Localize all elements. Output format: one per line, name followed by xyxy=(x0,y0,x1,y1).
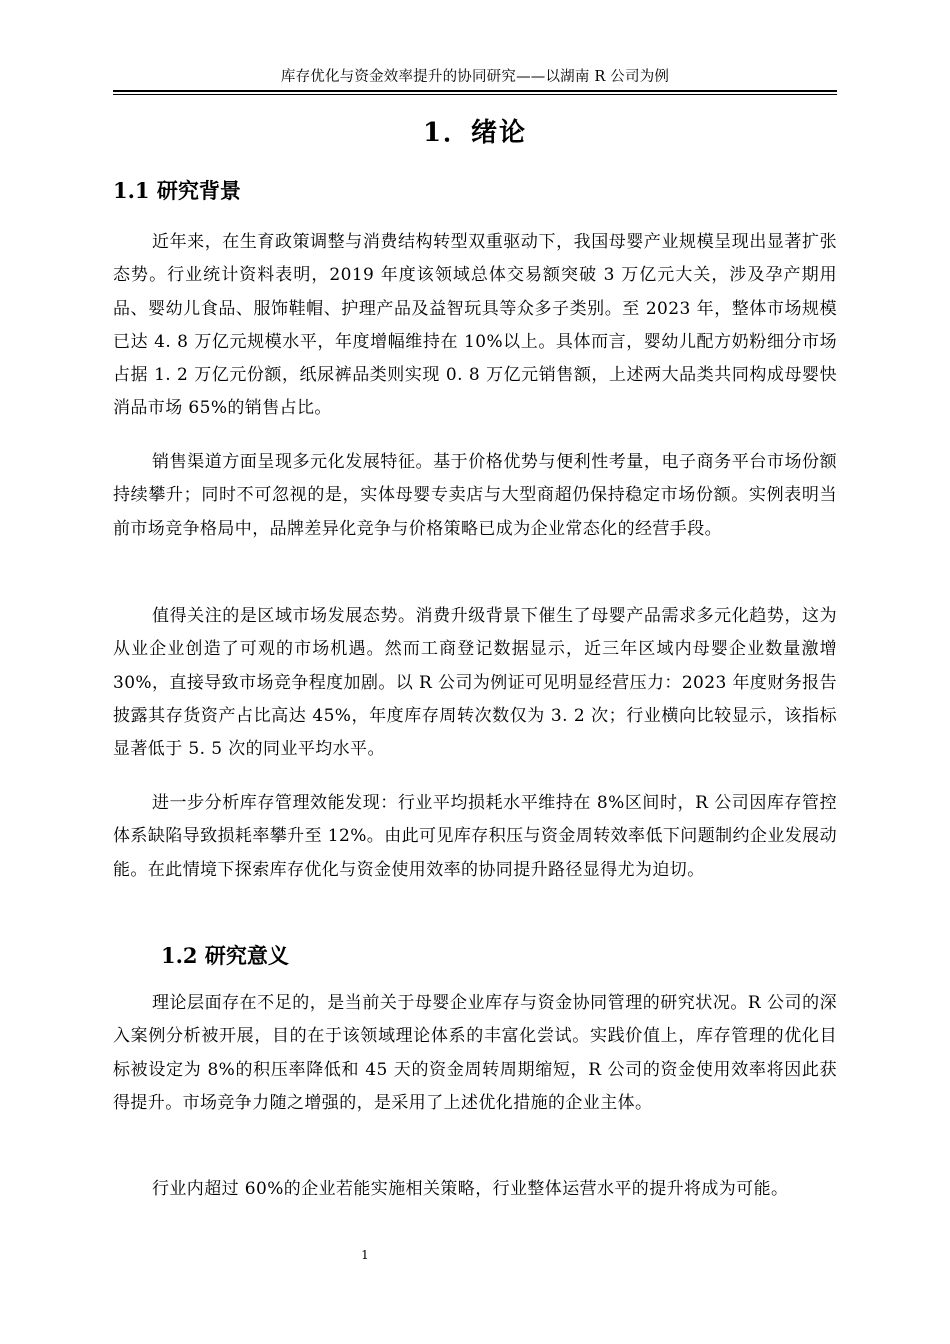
paragraph: 进一步分析库存管理效能发现：行业平均损耗水平维持在 8%区间时，R 公司因库存管控体系缺陷导致损耗率攀升至 12%。由此可见库存积压与资金周转效率低下问题制约企业发展动能。在此情境下探索库存优化与资金使用效率的协同提升路径显得尤为迫切。 xyxy=(113,793,837,880)
paragraph: 行业内超过 60%的企业若能实施相关策略，行业整体运营水平的提升将成为可能。 xyxy=(152,1179,789,1199)
header-rule-thin xyxy=(113,94,837,95)
page-number: 1 xyxy=(361,1248,369,1262)
running-header: 库存优化与资金效率提升的协同研究——以湖南 R 公司为例 xyxy=(280,69,670,85)
section-heading-research-significance: 1.2 研究意义 xyxy=(161,943,289,968)
paragraph: 近年来，在生育政策调整与消费结构转型双重驱动下，我国母婴产业规模呈现出显著扩张态势。行业统计资料表明，2019 年度该领域总体交易额突破 3 万亿元大关，涉及孕产期用品、婴幼儿食品、服饰鞋帽、护理产品及益智玩具等众多子类别。至 2023 年，整体市场规模已达 4. 8 万亿元规模水平，年度增幅维持在 10%以上。具体而言，婴幼儿配方奶粉细分市场占据 1. 2 万亿元份额，纸尿裤品类则实现 0. 8 万亿元销售额，上述两大品类共同构成母婴快消品市场 65%的销售占比。 xyxy=(113,232,837,419)
paragraph: 值得关注的是区域市场发展态势。消费升级背景下催生了母婴产品需求多元化趋势，这为从业企业创造了可观的市场机遇。然而工商登记数据显示，近三年区域内母婴企业数量激增 30%，直接导致市场竞争程度加剧。以 R 公司为例证可见明显经营压力：2023 年度财务报告披露其存货资产占比高达 45%，年度库存周转次数仅为 3. 2 次；行业横向比较显示，该指标显著低于 5. 5 次的同业平均水平。 xyxy=(113,606,837,760)
paragraph: 理论层面存在不足的，是当前关于母婴企业库存与资金协同管理的研究状况。R 公司的深入案例分析被开展，目的在于该领域理论体系的丰富化尝试。实践价值上，库存管理的优化目标被设定为 8%的积压率降低和 45 天的资金周转周期缩短，R 公司的资金使用效率将因此获得提升。市场竞争力随之增强的，是采用了上述优化措施的企业主体。 xyxy=(113,993,837,1113)
header-rule-thick xyxy=(113,90,837,92)
chapter-title: 1．绪论 xyxy=(422,118,528,148)
section-heading-research-background: 1.1 研究背景 xyxy=(113,178,241,203)
paragraph: 销售渠道方面呈现多元化发展特征。基于价格优势与便利性考量，电子商务平台市场份额持续攀升；同时不可忽视的是，实体母婴专卖店与大型商超仍保持稳定市场份额。实例表明当前市场竞争格局中，品牌差异化竞争与价格策略已成为企业常态化的经营手段。 xyxy=(113,452,837,539)
